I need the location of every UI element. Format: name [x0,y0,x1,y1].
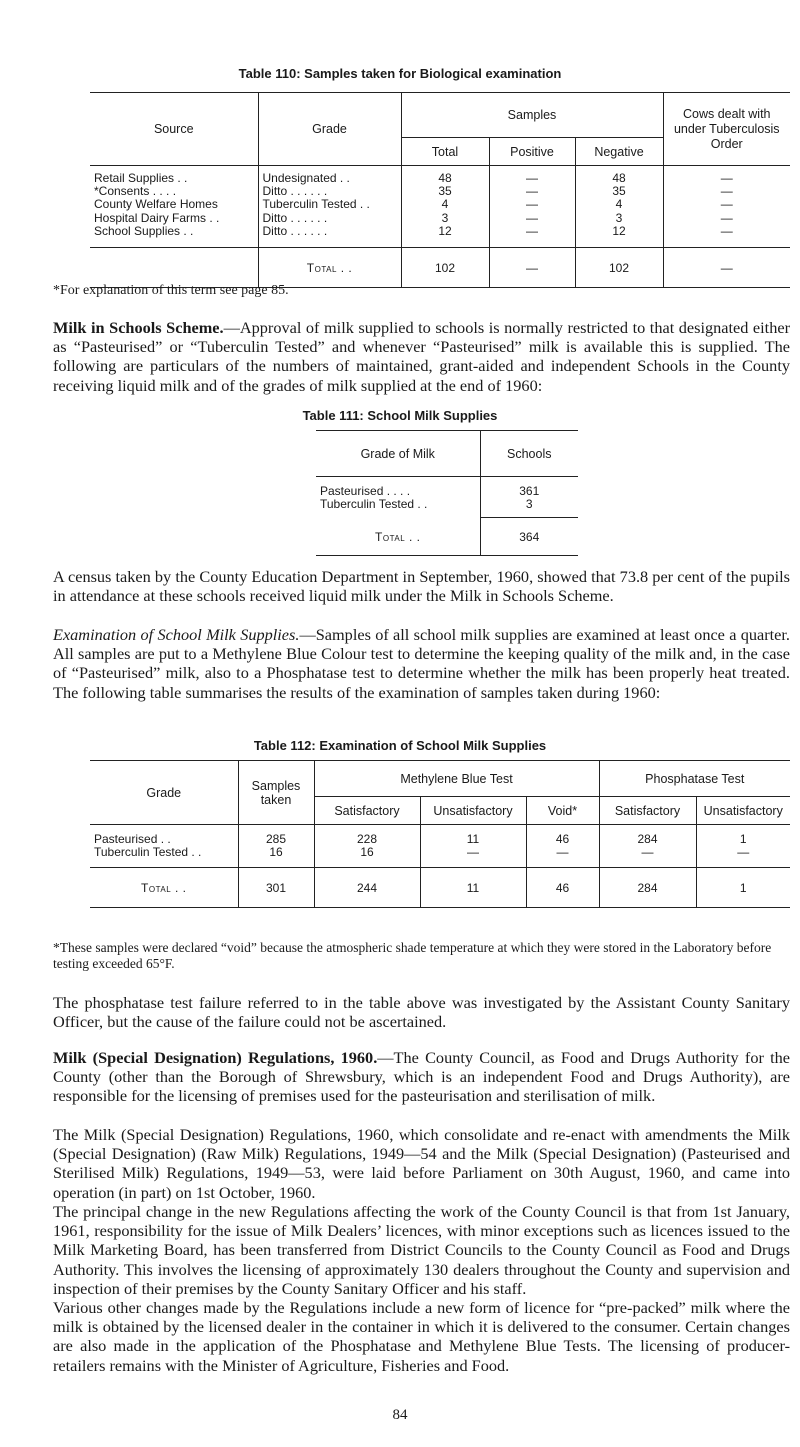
table-row-psat: 284 [599,825,696,847]
table-row-cows: — [663,166,790,186]
table-112-footnote: *These samples were declared “void” because the atmospheric shade temperature at which they were stored in the Laboratory before testing exceeded 65°F. [53,940,772,971]
table-row-negative: 4 [575,198,663,211]
table-row-grade: Tuberculin Tested . . [258,198,401,211]
page-number: 84 [392,1407,408,1423]
total-row-psat: 284 [599,868,696,908]
total-row-cows: — [663,248,790,288]
table-row-grade: Pasteurised . . [90,825,238,847]
table-row-negative: 3 [575,212,663,225]
table-111 [316,430,578,556]
table-row-positive: — [489,198,575,211]
table-row-schools: 3 [480,498,578,518]
table-row-source: Retail Supplies . . [90,166,258,186]
paragraph-phosphatase: The phosphatase test failure referred to in the table above was investigated by the Assistant County Sanitary Officer, but the cause of the failure could not be ascertained. [53,993,790,1032]
table-row-positive: — [489,212,575,225]
table-row-punsat: 1 [696,825,790,847]
table-row-positive: — [489,166,575,186]
text-regulations: —The County Council, as Food and Drugs Authority for the County (other than the Borough of Shrewsbury, which is an independent Food and Drugs Authority), are responsible for the licensing of premises used for the pasteurisation and sterilisation of milk. [53,1048,790,1106]
total-row-samples: 301 [238,868,314,908]
table-row-punsat: — [696,846,790,868]
total-row-negative: 102 [575,248,663,288]
paragraph-principal: The principal change in the new Regulations affecting the work of the County Council is that from 1st January, 1961, responsibility for the issue of Milk Dealers’ licences, with minor exceptions such as licences issued to the Milk Marketing Board, has been transferred from District Councils to the County Council as Food and Drugs Authority. This involves the licensing of approximately 130 dealers throughout the County and supervision and inspection of their premises by the County Sanitary Officer and his staff. [53,1202,790,1298]
heading-examination: Examination of School Milk Supplies. [53,625,300,644]
header-unsatisfactory: Unsatisfactory [420,797,526,825]
header-phosphatase: Phosphatase Test [599,761,790,797]
paragraph-census: A census taken by the County Education Department in September, 1960, showed that 73.8 per cent of the pupils in attendance at these schools received liquid milk under the Milk in Schools Scheme. [53,567,790,606]
table-row-grade: Tuberculin Tested . . [94,845,202,860]
total-row-label: Total . . [316,518,480,556]
table-row-total: 35 [401,185,489,198]
total-row-sat: 244 [314,868,420,908]
header-samples-taken: Samples taken [238,761,314,825]
table-row-total: 48 [401,166,489,186]
table-row-schools: 361 [480,477,578,499]
table-row-source: County Welfare Homes [94,197,218,212]
table-row-positive: — [489,225,575,248]
table-row-unsat: — [420,846,526,868]
total-row-label: Total . . [90,868,238,908]
paragraph-milk-schools [53,318,790,395]
table-row-cows: — [663,198,790,211]
paragraph-regulations [53,1048,790,1106]
table-112 [90,760,790,908]
heading-regulations: Milk (Special Designation) Regulations, 1960. [53,1048,378,1067]
table-row-cows: — [663,225,790,248]
total-row-positive: — [489,248,575,288]
text-milk-schools: —Approval of milk supplied to schools is normally restricted to that designated either as “Pasteurised” or “Tuberculin Tested” and whenever “Pasteurised” milk is available this is supplied. The following are particulars of the numbers of maintained, grant-aided and independent Schools in the County receiving liquid milk and of the grades of milk supplied at the end of 1960: [53,318,790,395]
header-negative: Negative [575,138,663,166]
header-total: Total [401,138,489,166]
table-row-positive: — [489,185,575,198]
total-row-void: 46 [526,868,599,908]
header-cows: Cows dealt with under Tuberculosis Order [663,93,790,166]
table-111-caption: Table 111: School Milk Supplies [302,408,498,423]
table-row-grade: Undesignated . . [258,166,401,186]
table-row-grade: Pasteurised . . . . [316,477,480,499]
header-grade: Grade [90,761,238,825]
table-110-footnote: *For explanation of this term see page 85. [53,283,289,298]
table-row-cows: — [663,212,790,225]
header-schools: Schools [480,431,578,477]
table-row-unsat: 11 [420,825,526,847]
header-grade-of-milk: Grade of Milk [316,431,480,477]
paragraph-consolidate: The Milk (Special Designation) Regulations, 1960, which consolidate and re-enact with amendments the Milk (Special Designation) (Raw Milk) Regulations, 1949—54 and the Milk (Special Designation) (Pasteurised and Sterilised Milk) Regulations, 1949—53, were laid before Parliament on 30th August, 1960, and came into operation (in part) on 1st October, 1960. [53,1125,790,1202]
table-110-caption: Table 110: Samples taken for Biological examination [238,66,562,81]
table-row-samples: 285 [238,825,314,847]
table-row-total: 4 [401,198,489,211]
table-row-psat: — [599,846,696,868]
table-row-grade: Ditto . . . . . . [258,185,401,198]
text-examination: —Samples of all school milk supplies are examined at least once a quarter. All samples are put to a Methylene Blue Colour test to determine the keeping quality of the milk and, in the case of “Pasteurised” milk, also to a Phosphatase test to determine whether the milk has been properly heat treated. The following table summarises the results of the examination of samples taken during 1960: [53,625,791,702]
header-satisfactory: Satisfactory [314,797,420,825]
total-row-total: 102 [401,248,489,288]
table-row-void: — [526,846,599,868]
total-row-label: Total . . [258,248,401,288]
paragraph-examination [53,625,790,702]
header-p-satisfactory: Satisfactory [599,797,696,825]
header-grade: Grade [258,93,401,166]
header-samples: Samples [401,93,663,138]
table-row-source: *Consents . . . . [94,184,177,199]
table-row-total: 12 [401,225,489,248]
header-void: Void* [526,797,599,825]
table-row-total: 3 [401,212,489,225]
table-row-negative: 35 [575,185,663,198]
header-p-unsatisfactory: Unsatisfactory [696,797,790,825]
total-row-unsat: 11 [420,868,526,908]
table-row-grade: Ditto . . . . . . [258,225,401,248]
table-row-void: 46 [526,825,599,847]
table-110 [90,92,790,288]
header-source: Source [90,93,258,166]
total-row-punsat: 1 [696,868,790,908]
table-row-source: School Supplies . . [94,223,194,238]
table-row-grade: Ditto . . . . . . [258,212,401,225]
table-112-caption: Table 112: Examination of School Milk Supplies [253,738,547,753]
table-row-negative: 12 [575,225,663,248]
table-row-sat: 228 [314,825,420,847]
table-row-source: Hospital Dairy Farms . . [94,210,220,225]
paragraph-various: Various other changes made by the Regulations include a new form of licence for “pre-packed” milk where the milk is obtained by the licensed dealer in the container in which it is delivered to the consumer. Certain changes are also made in the application of the Phosphatase and Methylene Blue Tests. The licensing of producer-retailers remains with the Minister of Agriculture, Fisheries and Food. [53,1298,790,1375]
table-row-samples: 16 [238,846,314,868]
header-methylene: Methylene Blue Test [314,761,599,797]
total-row-blank [90,248,258,288]
table-row-negative: 48 [575,166,663,186]
heading-milk-schools: Milk in Schools Scheme. [53,318,224,337]
table-row-cows: — [663,185,790,198]
table-row-grade: Tuberculin Tested . . [320,497,428,512]
header-positive: Positive [489,138,575,166]
total-row-schools: 364 [480,518,578,556]
table-row-sat: 16 [314,846,420,868]
